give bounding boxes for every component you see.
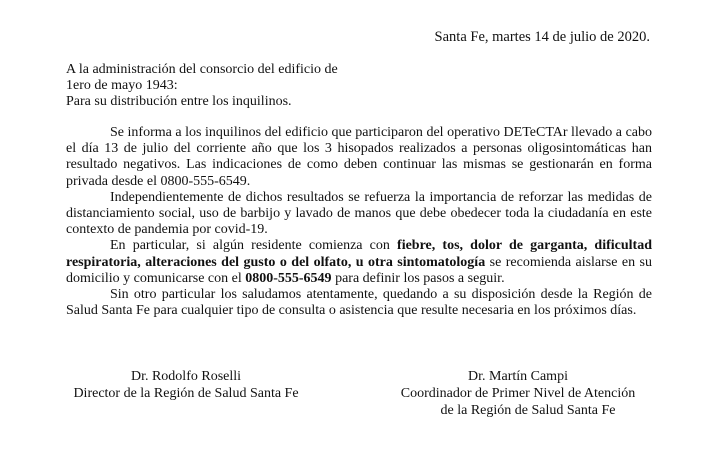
letter-body [66,125,652,319]
recipient-line: A la administración del consorcio del edificio de [66,62,338,77]
signature-title: de la Región de Salud Santa Fe [440,403,616,418]
symptoms-list: fiebre, tos, dolor de garganta, dificultad respiratoria, alteraciones del gusto o del olfato, u otra sintomatología [66,238,653,270]
contact-phone: 0800-555-6549 [245,270,332,286]
signature-right [384,368,652,419]
recipient-line: Para su distribución entre los inquilinos. [66,94,292,109]
signature-left [66,368,306,402]
paragraph-closing: Sin otro particular los saludamos atentamente, quedando a su disposición desde la Región de Salud Santa Fe para cualquier tipo de consulta o asistencia que resulte necesaria en los próximos días. [66,287,652,319]
symptoms-intro: En particular, si algún residente comienza con [110,238,398,254]
recipient-line: 1ero de mayo 1943: [66,78,178,93]
signature-name: Dr. Rodolfo Roselli [130,369,242,384]
signature-title: Coordinador de Primer Nivel de Atención [400,386,636,401]
symptoms-end: para definir los pasos a seguir. [331,270,505,286]
paragraph-results: Se informa a los inquilinos del edificio que participaron del operativo DETeCTAr llevado a cabo el día 13 de julio del corriente año que los 3 hisopados realizados a personas oligosintomáticas han resultado negativos. Las indicaciones de como deben continuar las mismas se gestionarán en forma privada desde el 0800-555-6549. [66,125,652,189]
signature-name: Dr. Martín Campi [468,369,568,384]
letter-date: Santa Fe, martes 14 de julio de 2020. [434,29,650,45]
symptoms-middle: se recomienda aislarse en su domicilio y comunicarse con el [66,254,652,286]
paragraph-measures: Independientemente de dichos resultados se refuerza la importancia de reforzar las medidas de distanciamiento social, uso de barbijo y lavado de manos que debe obedecer toda la ciudadanía en este contexto de pandemia por covid-19. [66,189,652,238]
signature-title: Director de la Región de Salud Santa Fe [73,386,299,401]
paragraph-symptoms [66,238,652,287]
recipient-block [66,62,338,110]
